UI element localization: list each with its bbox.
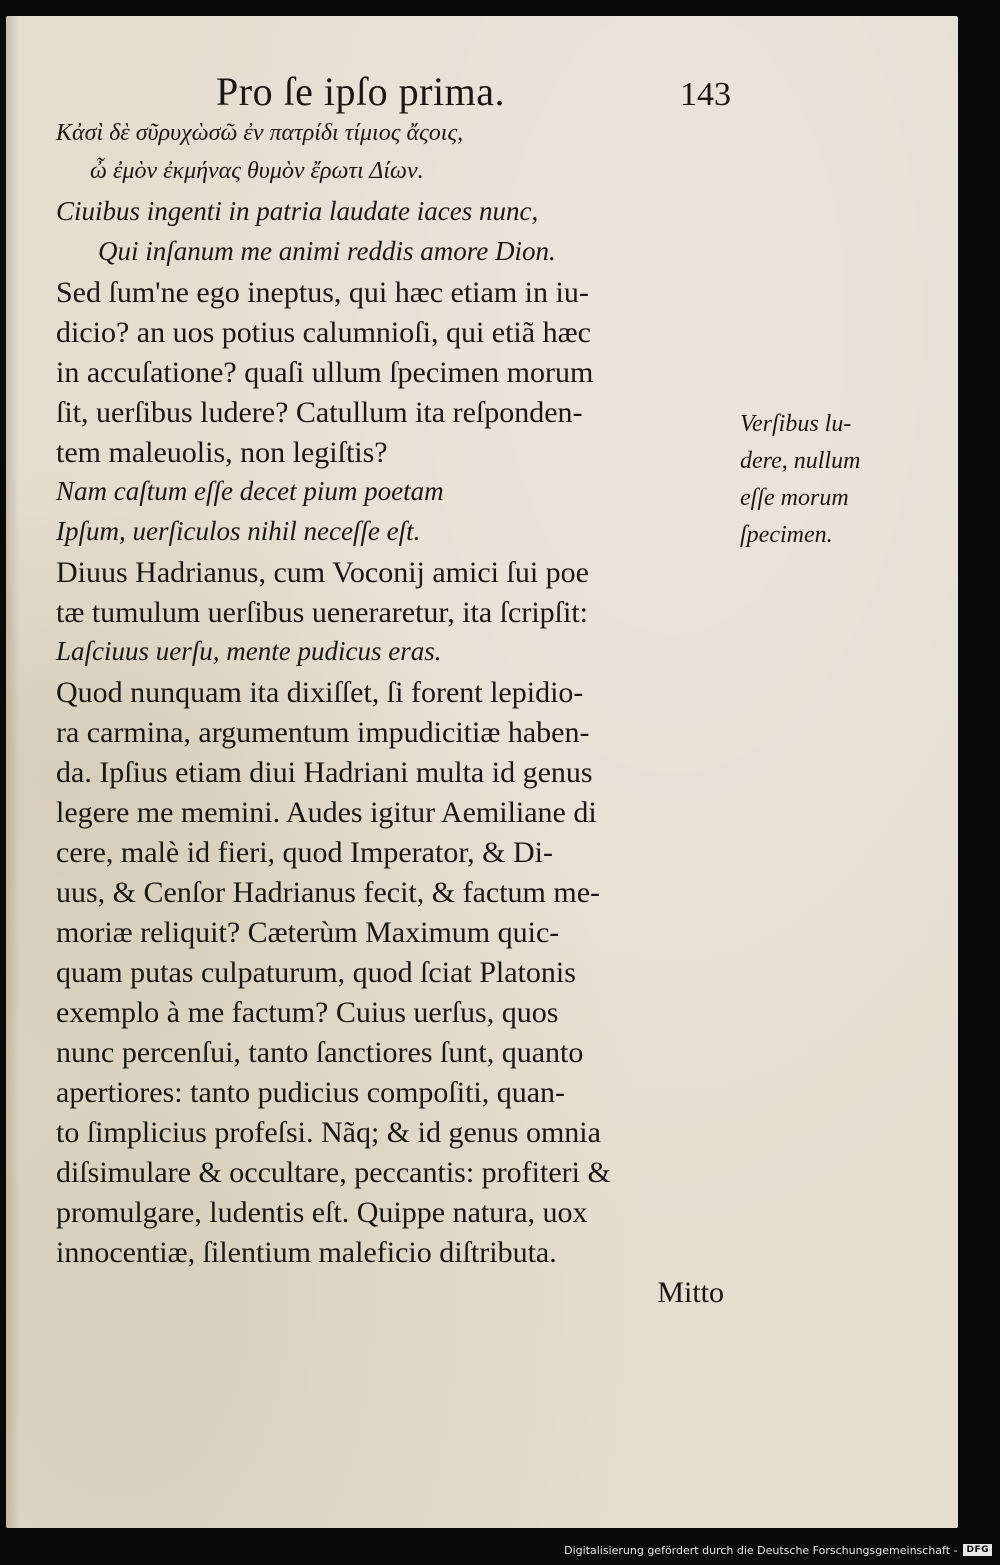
text-line-content: nunc percenſui, tanto ſanctiores ſunt, quanto <box>56 1036 584 1069</box>
text-line <box>56 556 736 596</box>
book-page <box>6 16 958 1528</box>
text-line <box>56 476 736 516</box>
text-line <box>56 716 736 756</box>
text-line-content: Ciuibus ingenti in patria laudate iaces nunc, <box>56 196 539 226</box>
text-line-content: da. Ipſius etiam diui Hadriani multa id genus <box>56 756 593 789</box>
text-line <box>56 1196 736 1236</box>
text-line <box>56 876 736 916</box>
text-line <box>56 158 736 196</box>
text-line-content: legere me memini. Audes igitur Aemiliane di <box>56 796 597 829</box>
text-line-content: to ſimplicius profeſsi. Nãq; & id genus omnia <box>56 1116 601 1149</box>
text-line <box>56 1036 736 1076</box>
text-line-content: Nam caſtum eſſe decet pium poetam <box>56 476 444 506</box>
running-header-title: Pro ſe ipſo prima. <box>216 69 505 114</box>
text-line <box>56 596 736 636</box>
page-edge-shadow <box>6 16 20 1528</box>
dfg-logo-icon: DFG <box>963 1544 992 1556</box>
text-line <box>56 1156 736 1196</box>
text-line-content: Ipſum, uerſiculos nihil neceſſe eſt. <box>56 516 421 546</box>
text-line-content: Sed ſum'ne ego ineptus, qui hæc etiam in iu- <box>56 276 589 309</box>
text-line <box>56 1116 736 1156</box>
text-line-content: ra carmina, argumentum impudicitiæ haben- <box>56 716 590 749</box>
text-line <box>56 836 736 876</box>
text-line <box>56 1076 736 1116</box>
catchword-text: Mitto <box>657 1276 724 1309</box>
text-line <box>56 356 736 396</box>
text-line-content: in accuſatione? quaſi ullum ſpecimen morum <box>56 356 594 389</box>
text-line-content: dicio? an uos potius calumnioſi, qui etiã hæc <box>56 316 591 349</box>
text-line <box>56 516 736 556</box>
text-line-content: innocentiæ, ſilentium maleficio diſtributa. <box>56 1236 557 1269</box>
margin-note <box>740 406 940 554</box>
text-line <box>56 236 736 276</box>
text-line <box>56 436 736 476</box>
text-line-content: ſit, uerſibus ludere? Catullum ita reſponden- <box>56 396 583 429</box>
text-line-content: apertiores: tanto pudicius compoſiti, quan- <box>56 1076 566 1109</box>
text-line-content: quam putas culpaturum, quod ſciat Platonis <box>56 956 576 989</box>
text-line <box>56 276 736 316</box>
digitization-footer <box>564 1539 992 1561</box>
text-line <box>56 316 736 356</box>
page-number: 143 <box>680 76 731 113</box>
footer-credit: Digitalisierung gefördert durch die Deutsche Forschungsgemeinschaft - <box>564 1543 958 1557</box>
text-line <box>56 1236 736 1276</box>
text-line-content: tæ tumulum uerſibus ueneraretur, ita ſcripſit: <box>56 596 589 629</box>
text-line <box>56 396 736 436</box>
text-line-content: Quod nunquam ita dixiſſet, ſi forent lepidio- <box>56 676 584 709</box>
margin-note-line: eſſe morum <box>740 485 849 511</box>
text-line <box>56 796 736 836</box>
text-line-content: ὦ ἐμὸν ἐκμήνας θυμὸν ἔρωτι Δίων. <box>90 158 424 184</box>
catchword <box>56 1276 736 1316</box>
text-line-content: Qui inſanum me animi reddis amore Dion. <box>98 236 556 266</box>
text-line-content: Laſciuus uerſu, mente pudicus eras. <box>56 636 442 666</box>
margin-note-line: Verſibus lu- <box>740 411 852 437</box>
text-line-content: cere, malè id fieri, quod Imperator, & Di- <box>56 836 553 869</box>
text-line-content: exemplo à me factum? Cuius uerſus, quos <box>56 996 559 1029</box>
text-line-content: promulgare, ludentis eſt. Quippe natura, uox <box>56 1196 588 1229</box>
text-line <box>56 916 736 956</box>
text-line <box>56 996 736 1036</box>
text-line <box>56 120 736 158</box>
text-line <box>56 756 736 796</box>
text-line-content: diſsimulare & occultare, peccantis: profiteri & <box>56 1156 611 1189</box>
margin-note-line: dere, nullum <box>740 448 861 474</box>
text-line-content: Diuus Hadrianus, cum Voconij amici ſui poe <box>56 556 589 589</box>
text-line <box>56 196 736 236</box>
main-text-block <box>56 120 736 1316</box>
text-line-content: moriæ reliquit? Cæterùm Maximum quic- <box>56 916 560 949</box>
text-line <box>56 636 736 676</box>
text-line-content: Κἀσὶ δὲ σῦρυχὼσῶ ἐν πατρίδι τίμιος ἄςοις, <box>56 120 464 146</box>
text-line <box>56 956 736 996</box>
text-line-content: uus, & Cenſor Hadrianus fecit, & factum me- <box>56 876 601 909</box>
text-line-content: tem maleuolis, non legiſtis? <box>56 436 388 469</box>
margin-note-line: ſpecimen. <box>740 522 833 548</box>
text-line <box>56 676 736 716</box>
